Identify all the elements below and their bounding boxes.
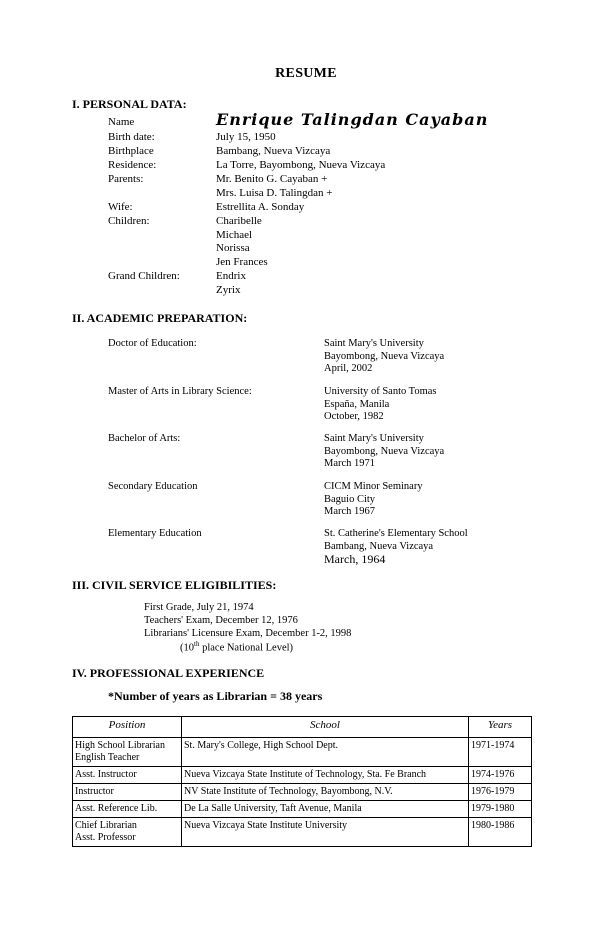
- wife-label: Wife:: [108, 201, 133, 213]
- years-cell: 1976-1979: [469, 784, 532, 801]
- parents-label: Parents:: [108, 173, 144, 185]
- school-cell: NV State Institute of Technology, Bayombong, N.V.: [182, 784, 469, 801]
- librarian-years-note: *Number of years as Librarian = 38 years: [108, 689, 323, 703]
- position-cell: Asst. Instructor: [73, 767, 182, 784]
- school-name: CICM Minor Seminary: [324, 481, 423, 492]
- name-label: Name: [108, 116, 135, 128]
- page-title: RESUME: [275, 66, 337, 81]
- table-header-row: [73, 717, 532, 738]
- parent-mother: Mrs. Luisa D. Talingdan +: [216, 187, 333, 199]
- birthplace-label: Birthplace: [108, 145, 154, 157]
- years-cell: 1971-1974: [469, 738, 532, 767]
- school-location: Bayombong, Nueva Vizcaya: [324, 445, 445, 457]
- column-header-school: School: [182, 717, 469, 738]
- column-header-years: Years: [469, 717, 532, 738]
- school-name: St. Catherine's Elementary School: [324, 528, 468, 539]
- school-cell: St. Mary's College, High School Dept.: [182, 738, 469, 767]
- degree-details: [324, 528, 468, 566]
- experience-table: [72, 716, 532, 847]
- degree-label: Elementary Education: [108, 528, 202, 539]
- birth-date-label: Birth date:: [108, 131, 155, 143]
- degree-details: [324, 338, 444, 376]
- table-row: [73, 801, 532, 818]
- graduation-date: March 1967: [324, 506, 376, 517]
- residence-label: Residence:: [108, 159, 157, 171]
- child-item: Michael: [216, 229, 253, 241]
- residence-value: La Torre, Bayombong, Nueva Vizcaya: [216, 159, 386, 171]
- years-cell: 1974-1976: [469, 767, 532, 784]
- graduation-date: October, 1982: [324, 411, 384, 422]
- degree-label: Secondary Education: [108, 481, 198, 492]
- position-cell: Asst. Reference Lib.: [73, 801, 182, 818]
- eligibility-rank-note: (10th place National Level): [180, 640, 294, 654]
- grandchildren-label: Grand Children:: [108, 270, 180, 282]
- table-row: [73, 738, 532, 767]
- years-cell: 1980-1986: [469, 818, 532, 847]
- school-location: Bambang, Nueva Vizcaya: [324, 540, 434, 552]
- degree-label: Bachelor of Arts:: [108, 433, 181, 444]
- academic-heading: II. ACADEMIC PREPARATION:: [72, 311, 248, 325]
- name-value: Enrique Talingdan Cayaban: [216, 110, 489, 129]
- child-item: Charibelle: [216, 215, 262, 227]
- personal-data-heading: I. PERSONAL DATA:: [72, 97, 187, 111]
- school-cell: Nueva Vizcaya State Institute of Technology, Sta. Fe Branch: [182, 767, 469, 784]
- position-cell: Chief Librarian Asst. Professor: [73, 818, 182, 847]
- position-cell: Instructor: [73, 784, 182, 801]
- school-name: Saint Mary's University: [324, 338, 424, 349]
- grandchild-item: Zyrix: [216, 284, 241, 296]
- degree-details: [324, 481, 423, 519]
- eligibility-item: First Grade, July 21, 1974: [144, 602, 254, 613]
- wife-value: Estrellita A. Sonday: [216, 201, 305, 213]
- table-row: [73, 767, 532, 784]
- school-location: España, Manila: [324, 398, 390, 410]
- graduation-date: March, 1964: [324, 552, 386, 566]
- school-name: University of Santo Tomas: [324, 386, 437, 397]
- position-cell: High School Librarian English Teacher: [73, 738, 182, 767]
- years-cell: 1979-1980: [469, 801, 532, 818]
- child-item: Jen Frances: [216, 256, 268, 268]
- children-label: Children:: [108, 215, 150, 227]
- school-location: Baguio City: [324, 493, 376, 505]
- column-header-position: Position: [73, 717, 182, 738]
- eligibility-item: Librarians' Licensure Exam, December 1-2, 1998: [144, 628, 352, 639]
- degree-details: [324, 433, 444, 471]
- parent-father: Mr. Benito G. Cayaban +: [216, 173, 328, 185]
- civil-service-heading: III. CIVIL SERVICE ELIGIBILITIES:: [72, 578, 277, 592]
- grandchild-item: Endrix: [216, 270, 246, 282]
- school-name: Saint Mary's University: [324, 433, 424, 444]
- school-location: Bayombong, Nueva Vizcaya: [324, 350, 445, 362]
- graduation-date: April, 2002: [324, 363, 373, 374]
- school-cell: Nueva Vizcaya State Institute University: [182, 818, 469, 847]
- graduation-date: March 1971: [324, 458, 376, 469]
- experience-heading: IV. PROFESSIONAL EXPERIENCE: [72, 666, 265, 680]
- birthplace-value: Bambang, Nueva Vizcaya: [216, 145, 331, 157]
- child-item: Norissa: [216, 242, 250, 254]
- table-row: [73, 784, 532, 801]
- degree-details: [324, 386, 437, 424]
- birth-date-value: July 15, 1950: [216, 131, 276, 143]
- degree-label: Doctor of Education:: [108, 338, 197, 349]
- eligibility-item: Teachers' Exam, December 12, 1976: [144, 615, 298, 626]
- table-row: [73, 818, 532, 847]
- school-cell: De La Salle University, Taft Avenue, Manila: [182, 801, 469, 818]
- degree-label: Master of Arts in Library Science:: [108, 386, 252, 397]
